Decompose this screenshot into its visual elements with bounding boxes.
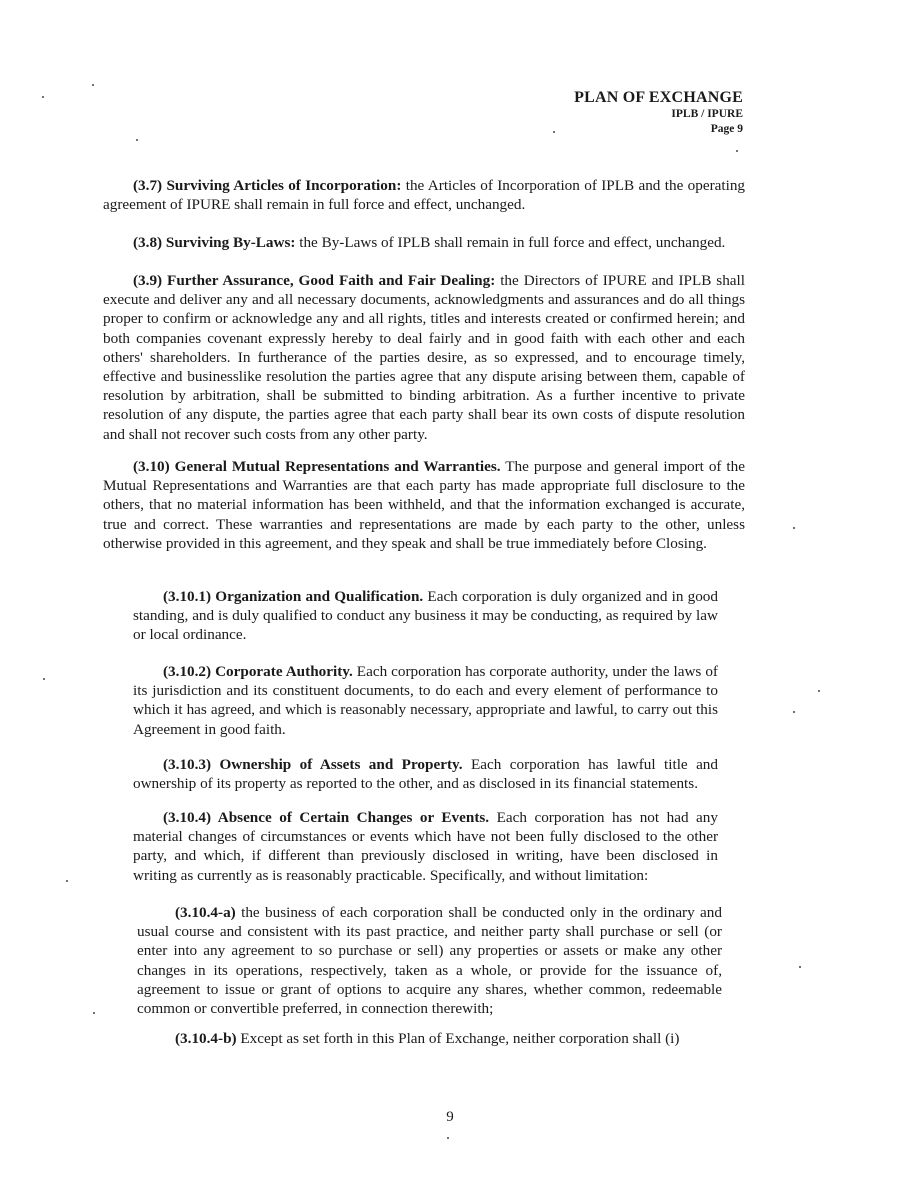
section-body: The purpose and general import of the Mutual Representations and Warranties are that each party has made appropriate full disclosure to the others, that no material information has been withheld, and that the information exchanged is accurate, true and correct. These warranties and representations are made by each party to the other, unless otherwise provided in this agreement, and they speak and shall be true immediately before Closing. [103, 458, 745, 552]
section-3-10-2 [133, 662, 718, 739]
section-3-10 [103, 457, 745, 553]
section-body: the business of each corporation shall be conducted only in the ordinary and usual course and consistent with its past practice, and neither party shall purchase or sell (or enter into any agreement to so purchase or sell) any properties or assets or make any other changes in its operations, respectively, taken as a whole, or provide for the issuance of, agreement to issue or grant of options to acquire any shares, whether common, redeemable common or convertible preferred, in connection therewith; [137, 904, 722, 1018]
section-heading: (3.10.1) Organization and Qualification. [163, 588, 424, 605]
section-heading: (3.9) Further Assurance, Good Faith and Fair Dealing: [133, 272, 496, 289]
section-3-10-1 [133, 587, 718, 645]
section-body: the By-Laws of IPLB shall remain in full force and effect, unchanged. [295, 234, 726, 251]
section-heading: (3.10.4-b) [175, 1030, 237, 1047]
section-heading: (3.10.4-a) [175, 904, 236, 921]
page-header [574, 88, 743, 137]
section-3-10-4 [133, 808, 718, 885]
scan-speck [818, 690, 820, 692]
scan-speck [447, 1137, 449, 1139]
scan-speck [43, 678, 45, 680]
section-body: the Directors of IPURE and IPLB shall execute and deliver any and all necessary documents, acknowledgments and assurances and do all things proper to confirm or acknowledge any and all rights, titles and interests created or confirmed herein; and both companies covenant expressly hereby to deal fairly and in good faith with each other and each others' shareholders. In furtherance of the parties desire, as so expressed, and to encourage timely, effective and businesslike resolution the parties agree that any dispute arising between them, capable of resolution by arbitration, shall be submitted to binding arbitration. As a further incentive to private resolution of any dispute, the parties agree that each party shall bear its own costs of dispute resolution and shall not recover such costs from any other party. [103, 272, 745, 443]
section-heading: (3.10) General Mutual Representations and Warranties. [133, 458, 501, 475]
scan-speck [136, 139, 138, 141]
section-3-10-3 [133, 755, 718, 793]
section-body: Each corporation has corporate authority, under the laws of its jurisdiction and its constituent documents, to do each and every element of performance to which it has agreed, and which is reasonably necessary, appropriate and lawful, to carry out this Agreement in good faith. [133, 663, 718, 738]
section-3-10-4-b [137, 1029, 722, 1048]
section-heading: (3.10.3) Ownership of Assets and Property. [163, 756, 463, 773]
scan-speck [793, 527, 795, 529]
section-body: the Articles of Incorporation of IPLB and the operating agreement of IPURE shall remain in full force and effect, unchanged. [103, 177, 746, 214]
scan-speck [92, 84, 94, 86]
scan-speck [736, 150, 738, 152]
section-body: Except as set forth in this Plan of Exchange, neither corporation shall (i) [236, 1030, 680, 1047]
section-heading: (3.8) Surviving By-Laws: [133, 234, 296, 251]
section-3-9 [103, 271, 745, 444]
section-body: Each corporation is duly organized and in good standing, and is duly qualified to conduct any business it may be conducting, as required by law or local ordinance. [133, 588, 718, 644]
page-number: 9 [446, 1109, 454, 1125]
section-3-7 [103, 176, 745, 214]
scan-speck [66, 880, 68, 882]
section-body: Each corporation has not had any material changes of circumstances or events which have not been fully disclosed to the other party, and which, if different than previously disclosed in writing, have been disclosed in writing as currently as is reasonably practicable. Specifically, and without limitation: [133, 809, 718, 884]
section-heading: (3.10.2) Corporate Authority. [163, 663, 353, 680]
section-heading: (3.7) Surviving Articles of Incorporation: [133, 177, 402, 194]
scan-speck [93, 1012, 95, 1014]
scan-speck [799, 966, 801, 968]
section-3-10-4-a [137, 903, 722, 1018]
header-page-label: Page 9 [710, 123, 743, 135]
section-3-8 [103, 233, 745, 252]
scan-speck [42, 96, 44, 98]
section-body: Each corporation has lawful title and ownership of its property as reported to the other, and as disclosed in its financial statements. [133, 756, 718, 793]
header-parties: IPLB / IPURE [671, 108, 743, 120]
header-title: PLAN OF EXCHANGE [574, 89, 743, 106]
scan-speck [793, 711, 795, 713]
section-heading: (3.10.4) Absence of Certain Changes or Events. [163, 809, 490, 826]
scan-speck [553, 131, 555, 133]
